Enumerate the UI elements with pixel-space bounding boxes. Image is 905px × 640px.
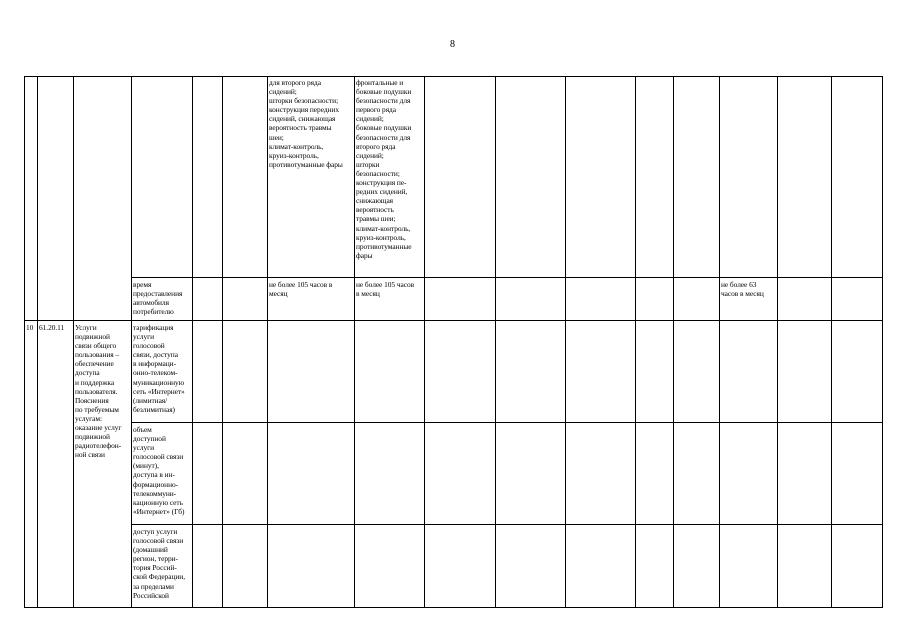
cell-item-code: 61.20.11: [39, 323, 65, 332]
table-col-line-11: [635, 76, 636, 608]
table-rule-bottom: [24, 607, 883, 608]
table-rule-row-a: [131, 277, 883, 278]
table-col-line-2: [73, 76, 74, 608]
table-col-line-5: [222, 76, 223, 608]
cell-continued-col5: для второго ряда сидений; шторки безопасности; конструкция передних сидений, снижающая вероятность травмы шеи; климат-контроль, круиз-контроль, противотуманные фары: [269, 78, 343, 169]
table-rule-row-b: [24, 320, 883, 321]
table-col-line-16: [882, 76, 883, 608]
table-rule-top: [24, 76, 883, 77]
table-col-line-13: [719, 76, 720, 608]
cell-continued-col6: фронтальные и боковые подушки безопасности для первого ряда сидений; боковые подушки безопасности для второго ряда сидений; шторки безопасности; конструкция пе- редних сидений, снижающая вероятность травмы шеи; климат-контроль, круиз-контроль, противотуманные фары: [356, 78, 412, 260]
cell-time-characteristic: время предоставления автомобиля потребителю: [133, 280, 183, 317]
requirements-table: [24, 76, 883, 608]
cell-time-col5: не более 105 часов в месяц: [269, 280, 333, 299]
cell-item-characteristic-3: доступ услуги голосовой связи (домашний регион, терри- тория Россий- ской Федерации, за пределами Российской: [133, 527, 185, 600]
table-col-line-12: [673, 76, 674, 608]
table-rule-row-c: [131, 422, 883, 423]
table-col-line-3: [131, 76, 132, 608]
cell-item-characteristic-1: тарификация услуги голосовой связи, доступа в информаци- онно-телеком- муникационную сеть «Интернет» (лимитная/ безлимитная): [133, 323, 185, 414]
page-number: 8: [450, 39, 455, 50]
table-col-line-9: [495, 76, 496, 608]
cell-time-col11: не более 63 часов в месяц: [721, 280, 764, 299]
table-col-line-14: [777, 76, 778, 608]
cell-item-number: 10: [26, 323, 34, 332]
table-col-line-15: [831, 76, 832, 608]
table-rule-row-d: [131, 524, 883, 525]
table-col-line-4: [192, 76, 193, 608]
table-col-line-8: [424, 76, 425, 608]
table-col-line-1: [37, 76, 38, 608]
table-col-line-6: [267, 76, 268, 608]
table-col-line-0: [24, 76, 25, 608]
cell-item-name: Услуги подвижной связи общего пользования – обеспечение доступа и поддержка пользователя. Пояснения по требуемым услугам: оказание услуг подвижной радиотелефон- ной связи: [75, 323, 122, 460]
table-col-line-7: [354, 76, 355, 608]
table-col-line-10: [565, 76, 566, 608]
cell-item-characteristic-2: объем доступной услуги голосовой связи (минут), доступа в ин- формационно- телекоммуни- кационную сеть «Интернет» (Гб): [133, 425, 185, 516]
cell-time-col6: не более 105 часов в месяц: [356, 280, 415, 299]
